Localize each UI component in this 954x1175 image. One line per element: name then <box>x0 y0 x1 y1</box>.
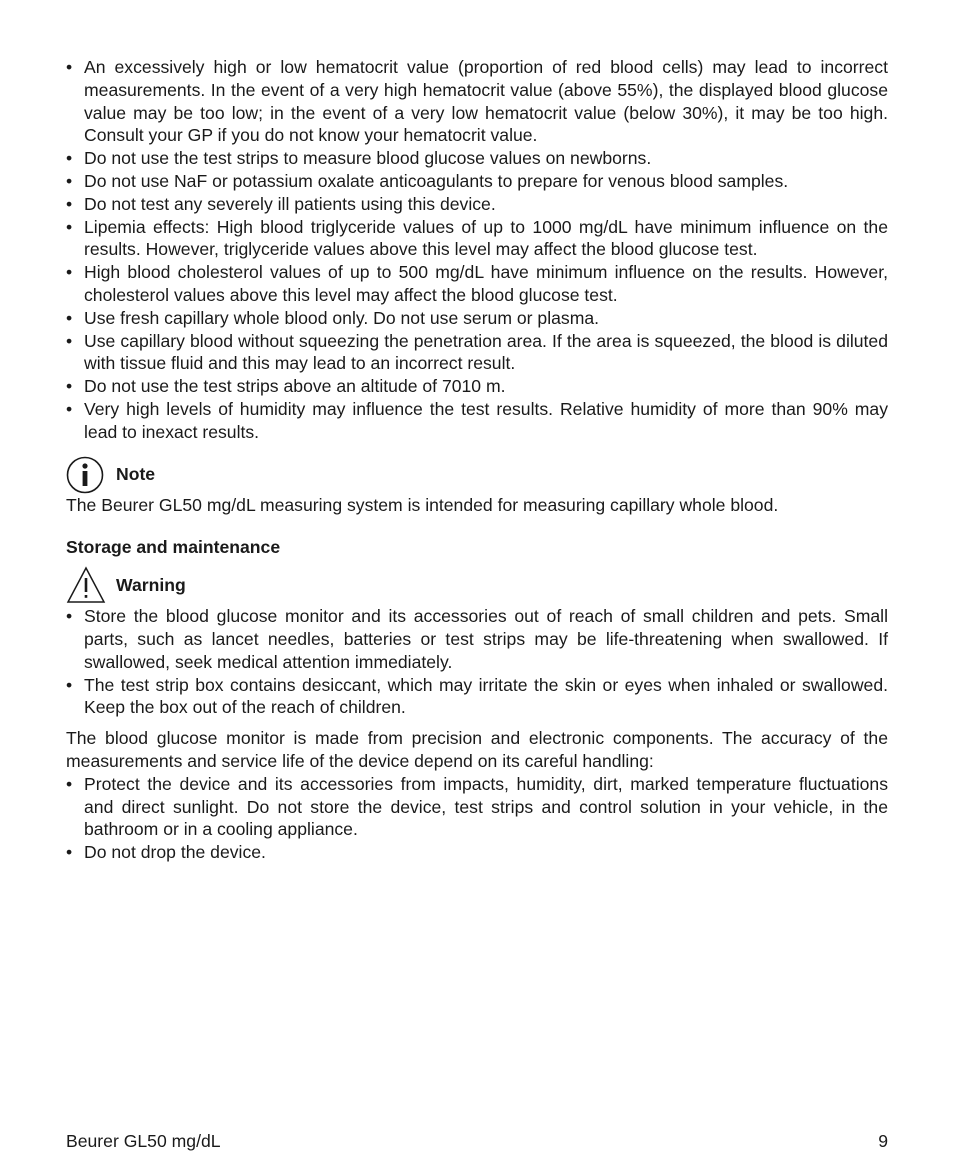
list-item: • Lipemia effects: High blood triglyceride values of up to 1000 mg/dL have minimum influence on the results. However, triglyceride values above this level may affect the blood glucose test. <box>66 216 888 262</box>
list-item: • Very high levels of humidity may influence the test results. Relative humidity of more than 90% may lead to inexact results. <box>66 398 888 444</box>
list-item: • High blood cholesterol values of up to 500 mg/dL have minimum influence on the results. However, cholesterol values above this level may affect the blood glucose test. <box>66 261 888 307</box>
warning-list <box>66 605 888 719</box>
note-label: Note <box>116 464 156 485</box>
info-icon <box>66 456 104 494</box>
footer-product: Beurer GL50 mg/dL <box>66 1131 221 1151</box>
precautions-list <box>66 56 888 444</box>
note-heading <box>66 456 888 494</box>
warning-label: Warning <box>116 574 186 595</box>
list-item: • An excessively high or low hematocrit value (proportion of red blood cells) may lead to incorrect measurements. In the event of a very high hematocrit value (above 55%), the displayed blood glucose value may be too low; in the event of a very low hematocrit value (below 30%), it may be too high. Consult your GP if you do not know your hematocrit value. <box>66 56 888 147</box>
list-item: • The test strip box contains desiccant, which may irritate the skin or eyes when inhaled or swallowed. Keep the box out of the reach of children. <box>66 674 888 720</box>
list-item: • Do not use NaF or potassium oxalate anticoagulants to prepare for venous blood samples. <box>66 170 888 193</box>
list-item: • Use fresh capillary whole blood only. Do not use serum or plasma. <box>66 307 888 330</box>
list-item: • Do not use the test strips to measure blood glucose values on newborns. <box>66 147 888 170</box>
warning-heading <box>66 565 888 605</box>
list-item: • Store the blood glucose monitor and its accessories out of reach of small children and pets. Small parts, such as lancet needles, batteries or test strips may be life-threatening when swallowed. If swallowed, seek medical attention immediately. <box>66 605 888 673</box>
warning-triangle-icon <box>66 566 106 604</box>
note-text: The Beurer GL50 mg/dL measuring system is intended for measuring capillary whole blood. <box>66 494 779 515</box>
page-content <box>66 56 888 864</box>
list-item: • Do not test any severely ill patients using this device. <box>66 193 888 216</box>
page-number: 9 <box>878 1131 888 1151</box>
handling-paragraph: The blood glucose monitor is made from precision and electronic components. The accuracy of the measurements and service life of the device depend on its careful handling: <box>66 728 888 771</box>
list-item: • Use capillary blood without squeezing the penetration area. If the area is squeezed, the blood is diluted with tissue fluid and this may lead to an incorrect result. <box>66 330 888 376</box>
list-item: • Do not use the test strips above an altitude of 7010 m. <box>66 375 888 398</box>
handling-list <box>66 773 888 864</box>
section-title: Storage and maintenance <box>66 537 281 558</box>
list-item: • Protect the device and its accessories from impacts, humidity, dirt, marked temperature fluctuations and direct sunlight. Do not store the device, test strips and control solution in your vehicle, in the bathroom or in a cooling appliance. <box>66 773 888 841</box>
list-item: • Do not drop the device. <box>66 841 888 864</box>
